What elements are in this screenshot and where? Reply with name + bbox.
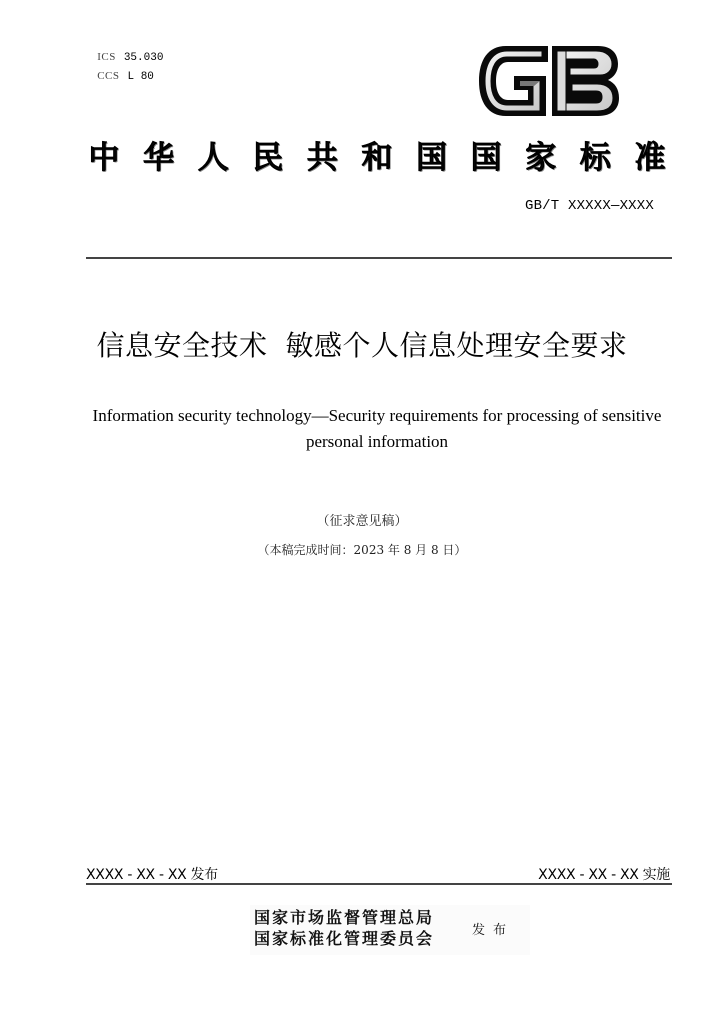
draft-status: （征求意见稿） xyxy=(316,514,408,529)
english-title xyxy=(80,403,674,455)
title-char: 标 xyxy=(579,140,611,176)
standard-number: GB/T XXXXX—XXXX xyxy=(524,198,654,214)
implement-date xyxy=(538,864,670,884)
ccs-value: L 80 xyxy=(127,71,154,83)
issuing-authorities xyxy=(250,905,530,955)
ics-label: ICS xyxy=(97,51,116,63)
title-char: 准 xyxy=(634,140,666,176)
title-char: 民 xyxy=(252,140,284,176)
implement-date-label: 实施 xyxy=(642,867,670,883)
title-char: 共 xyxy=(306,140,338,176)
publish-date xyxy=(86,864,218,884)
issuer-sac: 国家标准化管理委员会 xyxy=(254,929,435,948)
issuer-samr: 国家市场监督管理总局 xyxy=(254,908,435,927)
title-char: 国 xyxy=(416,140,448,176)
english-title-line2: personal information xyxy=(305,432,449,451)
footer-divider xyxy=(86,883,672,885)
gb-logo-icon xyxy=(476,42,622,120)
publish-date-value: XXXX - XX - XX xyxy=(86,867,187,883)
implement-date-value: XXXX - XX - XX xyxy=(538,867,639,883)
ccs-code xyxy=(84,55,154,84)
draft-completion-date: （本稿完成时间：2023 年 8 月 8 日） xyxy=(257,543,467,557)
issuer-names xyxy=(254,907,434,949)
ics-value: 35.030 xyxy=(123,52,164,64)
title-char: 人 xyxy=(197,140,229,176)
issue-action-label: 发布 xyxy=(472,923,515,938)
title-char: 国 xyxy=(470,140,502,176)
chinese-title-part1: 信息安全技术 xyxy=(96,329,268,362)
standard-type-title xyxy=(82,138,672,178)
title-char: 家 xyxy=(525,140,557,176)
chinese-title-part2: 敏感个人信息处理安全要求 xyxy=(285,329,628,362)
title-char: 中 xyxy=(88,140,120,176)
header-divider xyxy=(86,257,672,259)
english-title-line1: Information security technology—Security requirements for processing of sensitive xyxy=(92,406,662,425)
chinese-title xyxy=(0,326,724,366)
title-char: 华 xyxy=(143,140,175,176)
ccs-label: CCS xyxy=(97,70,120,82)
title-char: 和 xyxy=(361,140,393,176)
publish-date-label: 发布 xyxy=(190,867,218,883)
